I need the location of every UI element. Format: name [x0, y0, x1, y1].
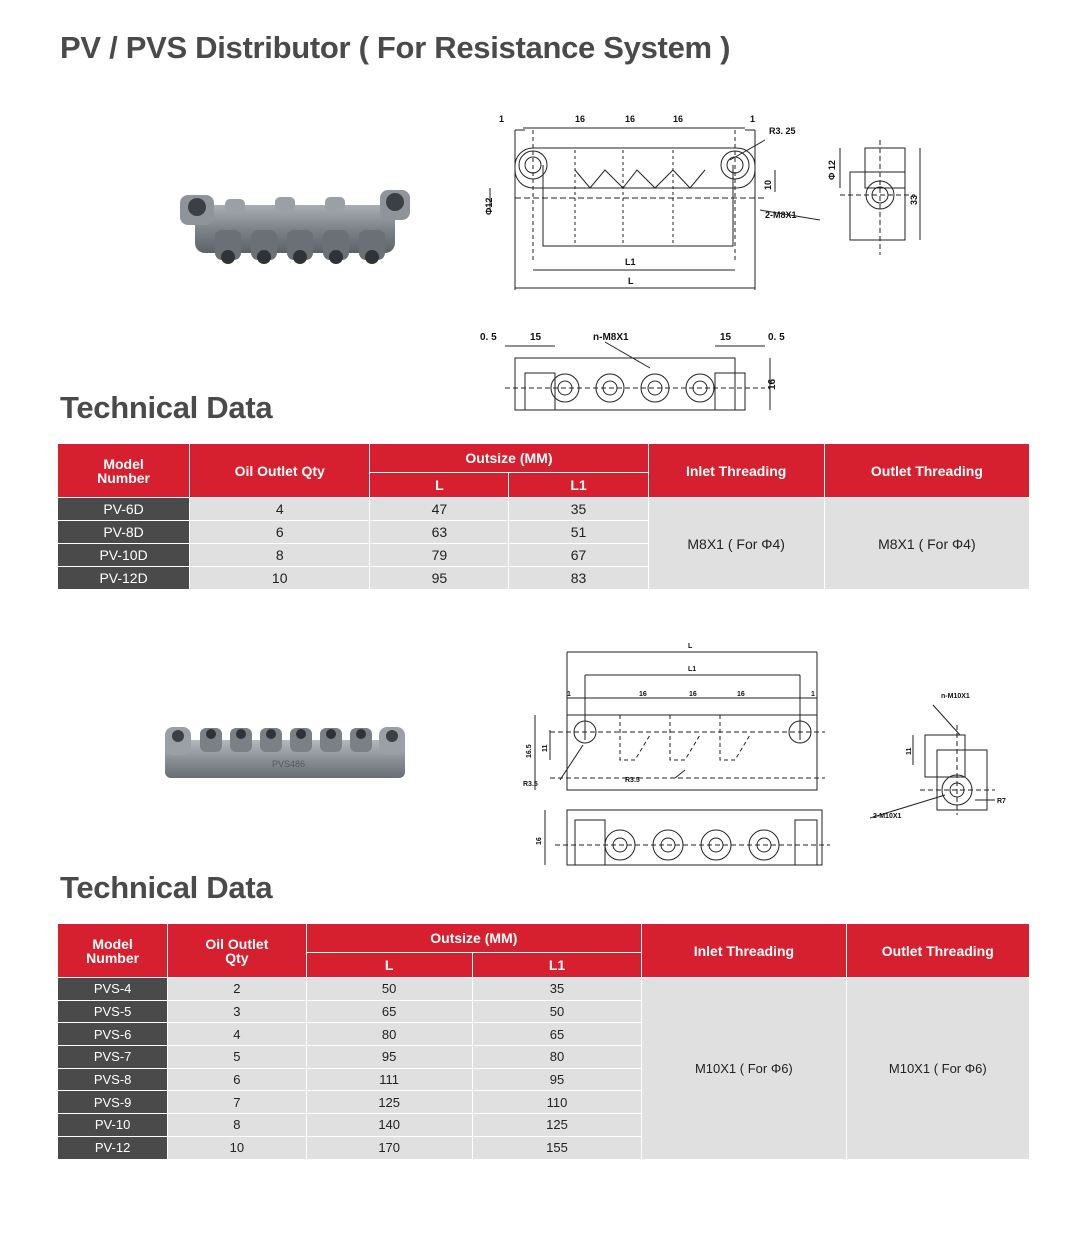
dim-label: 1: [750, 114, 756, 124]
dim-label: 1: [499, 114, 505, 124]
inlet-threading-cell: M10X1 ( For Φ6): [642, 978, 845, 1159]
dim-label: 16: [737, 691, 745, 698]
header-l: L: [370, 473, 508, 497]
dim-label: 1: [567, 691, 571, 698]
l1-cell: 80: [473, 1046, 641, 1068]
l1-cell: 50: [473, 1001, 641, 1023]
dim-label: 33: [909, 194, 919, 205]
model-cell: PVS-7: [58, 1046, 167, 1068]
dim-label: 16: [673, 114, 684, 124]
qty-cell: 10: [168, 1137, 305, 1159]
dim-label: L: [688, 643, 693, 650]
dim-label: L1: [625, 257, 636, 267]
dim-label: R3. 25: [769, 126, 796, 136]
page-title: PV / PVS Distributor ( For Resistance System ): [60, 30, 731, 65]
dim-label: 15: [720, 332, 732, 343]
dim-label: 10: [763, 179, 773, 190]
pvs-top-view-drawing: [505, 640, 1025, 880]
pv-top-view-drawing: [475, 110, 935, 300]
header-inlet-threading: Inlet Threading: [649, 444, 824, 497]
qty-cell: 8: [190, 544, 369, 566]
dim-label: n-M10X1: [941, 693, 970, 700]
model-cell: PVS-8: [58, 1069, 167, 1091]
header-inlet-threading: Inlet Threading: [642, 924, 845, 977]
header-outsize: Outsize (MM): [370, 444, 647, 472]
l1-cell: 51: [509, 521, 647, 543]
qty-cell: 4: [168, 1023, 305, 1045]
pv-distributor-photo: [175, 185, 415, 275]
dim-label: Φ12: [484, 197, 494, 215]
l1-cell: 67: [509, 544, 647, 566]
l-cell: 170: [307, 1137, 472, 1159]
dim-label: Φ 12: [827, 160, 837, 180]
pvs-distributor-photo: [160, 722, 410, 782]
dim-label: 2-M10X1: [873, 813, 902, 820]
dim-label: 2-M8X1: [765, 210, 797, 220]
dim-label: 16.5: [526, 744, 533, 758]
model-cell: PV-10D: [58, 544, 189, 566]
dim-label: 16: [575, 114, 586, 124]
l-cell: 111: [307, 1069, 472, 1091]
header-l1: L1: [509, 473, 647, 497]
l-cell: 79: [370, 544, 508, 566]
dim-label: 16: [767, 378, 778, 390]
qty-cell: 6: [190, 521, 369, 543]
dim-label: 16: [536, 837, 543, 845]
l1-cell: 83: [509, 567, 647, 589]
qty-cell: 8: [168, 1114, 305, 1136]
pvs-technical-data-table: [57, 923, 1030, 1160]
header-oil-outlet-qty: Oil Outlet Qty: [190, 444, 369, 497]
section1-heading: Technical Data: [60, 390, 273, 425]
l-cell: 140: [307, 1114, 472, 1136]
header-l: L: [307, 953, 472, 977]
outlet-threading-cell: M8X1 ( For Φ4): [825, 498, 1029, 589]
qty-cell: 3: [168, 1001, 305, 1023]
dim-label: 16: [625, 114, 636, 124]
qty-cell: 4: [190, 498, 369, 520]
l-cell: 47: [370, 498, 508, 520]
dim-label: 11: [906, 747, 913, 755]
l1-cell: 125: [473, 1114, 641, 1136]
l1-cell: 155: [473, 1137, 641, 1159]
table-row: [58, 978, 1029, 1000]
section2-heading: Technical Data: [60, 870, 273, 905]
l1-cell: 35: [473, 978, 641, 1000]
dim-label: R7: [997, 798, 1006, 805]
l1-cell: 65: [473, 1023, 641, 1045]
l-cell: 80: [307, 1023, 472, 1045]
header-oil-outlet-qty: Oil Outlet Qty: [168, 924, 305, 977]
qty-cell: 7: [168, 1091, 305, 1113]
dim-label: L1: [688, 666, 697, 673]
dim-label: L: [628, 276, 634, 286]
pv-technical-data-table: [57, 443, 1030, 590]
model-cell: PVS-4: [58, 978, 167, 1000]
l-cell: 50: [307, 978, 472, 1000]
dim-label: R3.5: [625, 777, 640, 784]
outlet-threading-cell: M10X1 ( For Φ6): [847, 978, 1029, 1159]
model-cell: PV-6D: [58, 498, 189, 520]
header-model-number: Model Number: [58, 924, 167, 977]
l1-cell: 110: [473, 1091, 641, 1113]
qty-cell: 2: [168, 978, 305, 1000]
l-cell: 125: [307, 1091, 472, 1113]
qty-cell: 6: [168, 1069, 305, 1091]
part-stamp: PVS486: [272, 759, 306, 769]
l-cell: 63: [370, 521, 508, 543]
header-outlet-threading: Outlet Threading: [847, 924, 1029, 977]
model-cell: PV-8D: [58, 521, 189, 543]
inlet-threading-cell: M8X1 ( For Φ4): [649, 498, 824, 589]
qty-cell: 10: [190, 567, 369, 589]
model-cell: PV-12D: [58, 567, 189, 589]
dim-label: 16: [689, 691, 697, 698]
model-cell: PVS-5: [58, 1001, 167, 1023]
l1-cell: 35: [509, 498, 647, 520]
dim-label: n-M8X1: [593, 332, 629, 343]
qty-cell: 5: [168, 1046, 305, 1068]
dim-label: R3.5: [523, 781, 538, 788]
model-cell: PVS-9: [58, 1091, 167, 1113]
model-cell: PV-10: [58, 1114, 167, 1136]
dim-label: 0. 5: [768, 332, 785, 343]
l-cell: 95: [307, 1046, 472, 1068]
model-cell: PV-12: [58, 1137, 167, 1159]
dim-label: 0. 5: [480, 332, 497, 343]
pv-side-view-drawing: [475, 328, 805, 418]
l-cell: 95: [370, 567, 508, 589]
dim-label: 11: [542, 744, 549, 752]
dim-label: 15: [530, 332, 542, 343]
header-outlet-threading: Outlet Threading: [825, 444, 1029, 497]
model-cell: PVS-6: [58, 1023, 167, 1045]
header-model-number: Model Number: [58, 444, 189, 497]
l1-cell: 95: [473, 1069, 641, 1091]
dim-label: 1: [811, 691, 815, 698]
header-outsize: Outsize (MM): [307, 924, 642, 952]
dim-label: 16: [639, 691, 647, 698]
l-cell: 65: [307, 1001, 472, 1023]
table-row: [58, 498, 1029, 520]
header-l1: L1: [473, 953, 641, 977]
